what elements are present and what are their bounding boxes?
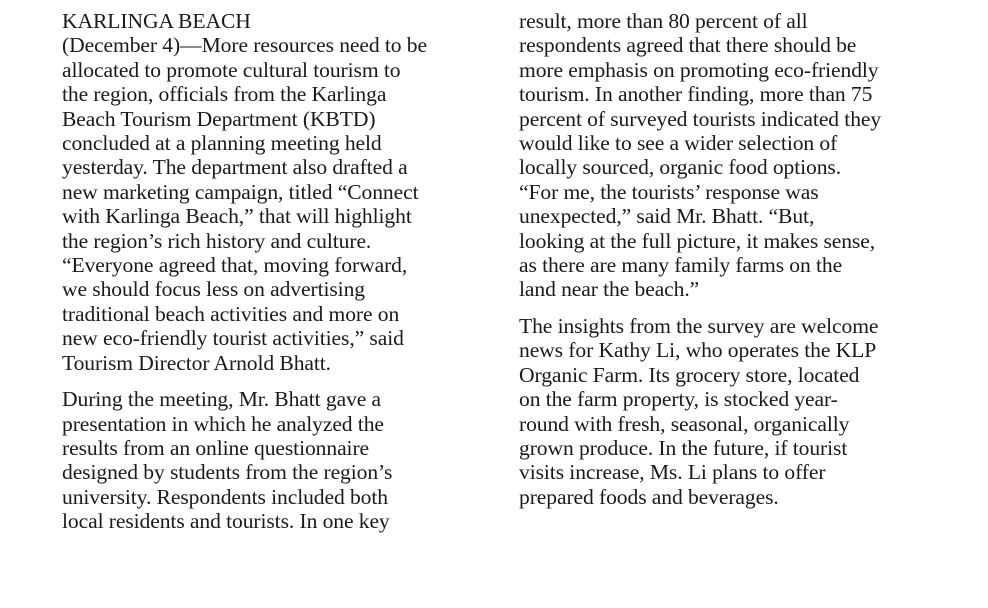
text-line: grown produce. In the future, if tourist	[519, 435, 848, 460]
text-line: (December 4)—More resources need to be	[62, 33, 427, 58]
text-line: new marketing campaign, titled “Connect	[62, 179, 419, 204]
text-line: presentation in which he analyzed the	[62, 411, 384, 436]
text-line: During the meeting, Mr. Bhatt gave a	[62, 387, 382, 412]
text-line: as there are many family farms on the	[519, 253, 843, 278]
text-line: locally sourced, organic food options.	[519, 155, 842, 180]
text-line: percent of surveyed tourists indicated they	[519, 106, 882, 131]
text-line: with Karlinga Beach,” that will highlight	[62, 204, 412, 229]
text-line: respondents agreed that there should be	[519, 33, 857, 58]
text-line: university. Respondents included both	[62, 484, 388, 509]
text-line: visits increase, Ms. Li plans to offer	[519, 460, 826, 485]
text-line: new eco-friendly tourist activities,” said	[62, 326, 404, 351]
text-line: round with fresh, seasonal, organically	[519, 411, 850, 436]
text-line: “Everyone agreed that, moving forward,	[62, 253, 408, 278]
text-line: land near the beach.”	[519, 277, 700, 302]
text-line: would like to see a wider selection of	[519, 131, 838, 156]
left-column	[62, 9, 502, 534]
text-line: tourism. In another finding, more than 75	[519, 82, 873, 107]
dateline: KARLINGA BEACH	[62, 9, 251, 33]
text-line: prepared foods and beverages.	[519, 484, 779, 509]
text-line: we should focus less on advertising	[62, 277, 365, 302]
text-line: on the farm property, is stocked year-	[519, 387, 838, 412]
text-line: the region, officials from the Karlinga	[62, 82, 387, 107]
text-line: more emphasis on promoting eco-friendly	[519, 57, 879, 82]
text-line: result, more than 80 percent of all	[519, 9, 808, 33]
text-line: Beach Tourism Department (KBTD)	[62, 106, 376, 131]
paragraph-gap	[519, 302, 959, 314]
right-column	[519, 9, 959, 509]
paragraph-gap	[62, 375, 502, 387]
text-line: traditional beach activities and more on	[62, 301, 400, 326]
text-line: concluded at a planning meeting held	[62, 131, 382, 156]
text-line: results from an online questionnaire	[62, 435, 370, 460]
text-line: unexpected,” said Mr. Bhatt. “But,	[519, 204, 815, 229]
text-line: the region’s rich history and culture.	[62, 228, 372, 253]
text-line: “For me, the tourists’ response was	[519, 179, 819, 204]
text-line: news for Kathy Li, who operates the KLP	[519, 338, 877, 363]
text-line: Tourism Director Arnold Bhatt.	[62, 350, 331, 375]
text-line: Organic Farm. Its grocery store, located	[519, 362, 860, 387]
text-line: allocated to promote cultural tourism to	[62, 57, 401, 82]
text-line: designed by students from the region’s	[62, 460, 393, 485]
text-line: The insights from the survey are welcome	[519, 313, 879, 338]
text-line: looking at the full picture, it makes sense,	[519, 228, 876, 253]
text-line: yesterday. The department also drafted a	[62, 155, 408, 180]
text-line: local residents and tourists. In one key	[62, 509, 390, 534]
